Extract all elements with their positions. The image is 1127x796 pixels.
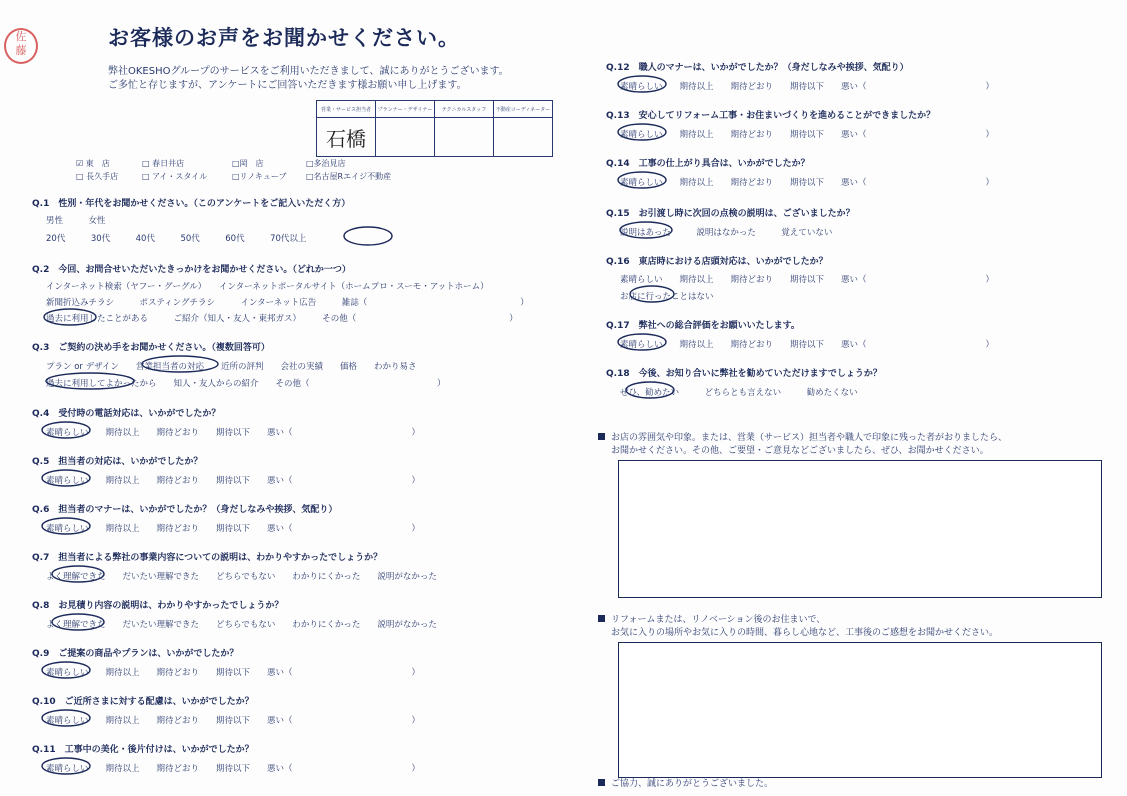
staff-header: 営業・サービス担当者 [317,101,376,118]
answer-options[interactable]: 説明はあった 説明はなかった 覚えていない [620,228,833,238]
circle-mark [42,470,90,486]
circle-mark [52,566,104,582]
circle-mark [618,172,666,188]
circle-mark [344,227,392,245]
question-q14: Q.14 工事の仕上がり具合は、いかがでしたか？ [606,159,810,169]
circle-mark [42,422,90,438]
question-q9: Q.9 ご提案の商品やプランは、いかがでしたか？ [32,649,239,659]
answer-options[interactable]: 素晴らしい 期待以上 期待どおり 期待以下 悪い（ ） [46,476,421,486]
square-bullet-icon [598,433,605,440]
question-q8: Q.8 お見積り内容の説明は、わかりやすかったでしょうか？ [32,601,284,611]
store-checkbox[interactable]: □多治見店 [306,159,346,168]
circle-mark [618,76,666,92]
question-q5: Q.5 担当者の対応は、いかがでしたか？ [32,457,203,467]
circle-mark [630,286,674,302]
question-q6: Q.6 担当者のマナーは、いかがでしたか？（身だしなみや挨拶、気配り） [32,505,338,515]
store-checkbox[interactable]: □リノキューブ [232,172,287,181]
answer-options[interactable]: 素晴らしい 期待以上 期待どおり 期待以下 悪い（ ） [620,340,995,350]
store-checkbox[interactable]: □名古屋Rエイジ不動産 [306,172,392,181]
circle-mark [620,222,672,238]
circle-mark [618,334,666,350]
store-checkbox[interactable]: □岡 店 [232,159,264,168]
answer-options[interactable]: 素晴らしい 期待以上 期待どおり 期待以下 悪い（ ） [620,178,995,188]
question-q10: Q.10 ご近所さまに対する配慮は、いかがでしたか？ [32,697,254,707]
question-q3: Q.3 ご契約の決め手をお聞かせください。（複数回答可） [32,343,270,353]
answer-options[interactable]: 20代 30代 40代 50代 60代 70代以上 [46,234,307,244]
answer-options[interactable]: 過去に利用してよかったから 知人・友人からの紹介 その他（ ） [46,379,446,389]
question-q12: Q.12 職人のマナーは、いかがでしたか？（身だしなみや挨拶、気配り） [606,63,909,73]
staff-header: 不動産コーディネーター [494,101,553,118]
answer-options[interactable]: プラン or デザイン 営業担当者の対応 近所の評判 会社の実績 価格 わかり易さ [46,362,417,372]
answer-options[interactable]: 素晴らしい 期待以上 期待どおり 期待以下 悪い（ ） [46,428,421,438]
question-q11: Q.11 工事中の美化・後片付けは、いかがでしたか？ [32,745,254,755]
circle-mark [42,710,90,726]
question-q18: Q.18 今後、お知り合いに弊社を勧めていただけますでしょうか？ [606,369,882,379]
circle-mark [142,356,218,372]
staff-header: プランナー・デザイナー [376,101,435,118]
answer-options[interactable]: 新聞折込みチラシ ポスティングチラシ インターネット広告 雑誌（ ） [46,298,529,308]
circle-mark [42,518,90,534]
square-bullet-icon [598,779,605,786]
question-q4: Q.4 受付時の電話対応は、いかがでしたか？ [32,409,221,419]
question-q17: Q.17 弊社への総合評価をお願いいたします。 [606,321,800,331]
question-q16: Q.16 東店時における店頭対応は、いかがでしたか？ [606,257,828,267]
answer-options[interactable]: 素晴らしい 期待以上 期待どおり 期待以下 悪い（ ） [46,668,421,678]
intro-line-1: 弊社OKESHOグループのサービスをご利用いただきまして、誠にありがとうございます。 [108,66,509,77]
answer-options[interactable]: 男性 女性 [46,216,106,226]
answer-options[interactable]: 素晴らしい 期待以上 期待どおり 期待以下 悪い（ ） [620,130,995,140]
answer-options[interactable]: インターネット検索（ヤフー・グーグル） インターネットポータルサイト（ホームプロ・スーモ・アットホーム） [46,282,489,292]
answer-options[interactable]: よく理解できた だいたい理解できた どちらでもない わかりにくかった 説明がなかった [46,572,437,582]
comment-textarea-2[interactable] [618,642,1102,778]
answer-options[interactable]: 素晴らしい 期待以上 期待どおり 期待以下 悪い（ ） [46,716,421,726]
store-checkbox[interactable]: □ アイ・スタイル [142,172,208,181]
answer-options[interactable]: 素晴らしい 期待以上 期待どおり 期待以下 悪い（ ） [46,524,421,534]
question-q1: Q.1 性別・年代をお聞かせください。（このアンケートをご記入いただく方） [32,199,351,209]
answer-options[interactable]: 素晴らしい 期待以上 期待どおり 期待以下 悪い（ ） [46,764,421,774]
staff-header: テクニカルスタッフ [435,101,494,118]
circle-mark [46,373,134,389]
question-q15: Q.15 お引渡し時に次回の点検の説明は、ございましたか？ [606,209,855,219]
circle-mark [44,309,96,325]
comment-textarea-1[interactable] [618,460,1102,598]
hanko-seal: 佐 藤 [4,28,38,64]
staff-name[interactable]: 石橋 [317,118,376,157]
answer-options[interactable]: 過去に利用したことがある ご紹介（知人・友人・東邦ガス） その他（ ） [46,314,518,324]
store-checkbox[interactable]: □ 春日井店 [142,159,185,168]
page-title: お客様のお声をお聞かせください。 [108,26,460,50]
circle-mark [52,614,104,630]
answer-options[interactable]: ぜひ、勧めたい どちらとも言えない 勧めたくない [620,388,858,398]
answer-options[interactable]: よく理解できた だいたい理解できた どちらでもない わかりにくかった 説明がなかった [46,620,437,630]
question-q13: Q.13 安心してリフォーム工事・お住まいづくりを進めることができましたか？ [606,111,936,121]
answer-options[interactable]: 素晴らしい 期待以上 期待どおり 期待以下 悪い（ ） [620,82,995,92]
store-checkbox[interactable]: ☑ 東 店 [76,159,110,168]
answer-options[interactable]: 素晴らしい 期待以上 期待どおり 期待以下 悪い（ ） [620,275,995,285]
circle-mark [626,382,674,398]
answer-options[interactable]: お店に行ったことはない [620,292,714,302]
store-checkbox[interactable]: □ 長久手店 [76,172,119,181]
comment-prompt-1: お店の雰囲気や印象。または、営業（サービス）担当者や職人で印象に残った者がおりましたら、 お聞かせください。その他、ご要望・ご意見などございましたら、ぜひ、お聞かせください。 [598,432,1007,458]
square-bullet-icon [598,615,605,622]
intro-line-2: ご多忙と存じますが、アンケートにご回答いただきます様お願い申し上げます。 [108,80,467,91]
question-q7: Q.7 担当者による弊社の事業内容についての説明は、わかりやすかったでしょうか？ [32,553,383,563]
circle-mark [42,758,90,774]
circle-mark [618,124,666,140]
circle-mark [42,662,90,678]
comment-prompt-2: リフォームまたは、リノベーション後のお住まいで、 お気に入りの場所やお気に入りの時間、暮らし心地など、工事後のご感想をお聞かせください。 [598,614,998,640]
footer-thanks: ご協力、誠にありがとうございました。 [598,778,773,791]
question-q2: Q.2 今回、お問合せいただいたきっかけをお聞かせください。（どれか一つ） [32,265,351,275]
